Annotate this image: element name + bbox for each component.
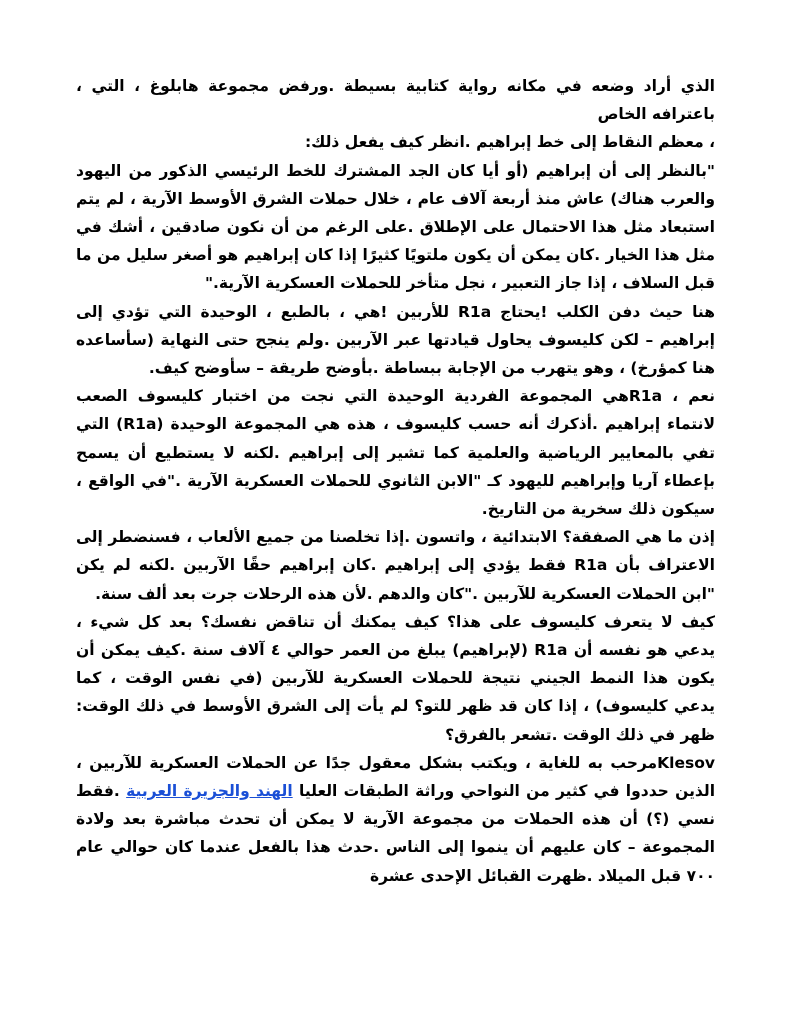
text-segment: مرحب به للغاية ، ويكتب بشكل معقول جدًا عن الحملات العسكرية للآربين ، الذين حددوا في كثير من النواحي وراثة الطبقات العليا <box>76 753 716 801</box>
intro-line-2: ، معظم النقاط إلى خط إبراهيم .انظر كيف يفعل ذلك: <box>304 133 715 152</box>
document-body <box>76 72 715 890</box>
text-segment: التي تفي بالمعايير الرياضية والعلمية كما تشير إلى إبراهيم .لكنه لا يستطيع أن يسمح بإعطاء آريا وإبراهيم لليهود كـ "الابن الثانوي للحملات العسكرية الآرية ."في الواقع ، سيكون ذلك سخرية من التاريخ. <box>76 415 715 519</box>
text-segment: .فقط نسي (؟) أن هذه الحملات من مجموعة الآرية لا يمكن أن تحدث مباشرة بعد ولادة المجموعة – كان عليهم أن ينموا إلى الناس .حدث هذا بالفعل عندما كان حوالي عام ٧٠٠ قبل الميلاد .ظهرت القبائل الإحدى عشرة <box>76 782 715 885</box>
text-segment: هنا حيث دفن الكلب !يحتاج <box>500 302 715 321</box>
paragraph-the-deal <box>76 523 715 608</box>
text-segment: هي المجموعة الفردية الوحيدة التي نجت من اختبار كليسوف الصعب لانتماء إبراهيم .أذكرك أنه حسب كليسوف ، هذه هي المجموعة الوحيدة <box>76 387 715 434</box>
haplogroup-term: (R1a) <box>116 415 164 434</box>
intro-line-1: الذي أراد وضعه في مكانه رواية كتابية بسيطة .ورفض مجموعة هابلوغ ، التي ، باعترافه الخاص <box>76 77 715 124</box>
haplogroup-term: R1a <box>574 556 608 575</box>
paragraph-intro <box>76 72 715 157</box>
paragraph-quote: "بالنظر إلى أن إبراهيم (أو أيا كان الجد المشترك للخط الرئيسي الذكور من اليهود والعرب هناك) عاش منذ أربعة آلاف عام ، خلال حملات الشرق الأوسط الآرية ، لم يتم استبعاد مثل هذا الاحتمال على الإطلاق .على الرغم من أن نكون صادقين ، أشك في مثل هذا الخيار .كان يمكن أن يكون ملتويًا كثيرًا إذا كان إبراهيم هو أصغر سليل من ما قبل السلاف ، إذا جاز التعبير ، نجل متأخر للحملات العسكرية الآرية." <box>76 161 715 293</box>
text-segment: فقط يؤدي إلى إبراهيم .كان إبراهيم حقًا الآربين .لكنه لم يكن "ابن الحملات العسكرية للآربين ."كان والدهم .لأن هذه الرحلات جرت بعد ألف سنة. <box>76 556 715 603</box>
author-name: Klesov <box>657 753 715 772</box>
haplogroup-term: R1a <box>457 302 492 321</box>
paragraph-only-group <box>76 382 715 523</box>
text-segment: (لإبراهيم) يبلغ من العمر حوالي ٤ آلاف سنة .كيف يمكن أن يكون هذا النمط الجيني نتيجة للحملات العسكرية للآربين (في نفس الوقت ، كما يدعي كليسوف) ، إذا كان قد ظهر للتو؟ لم يأت إلى الشرق الأوسط في ذلك الوقت: ظهر في ذلك الوقت .تشعر بالفرق؟ <box>76 641 715 744</box>
text-segment: كيف لا يتعرف كليسوف على هذا؟ كيف يمكنك أن تناقض نفسك؟ بعد كل شيء ، يدعي هو نفسه أن <box>76 612 716 660</box>
paragraph-dog-buried <box>76 298 715 383</box>
haplogroup-term: R1a <box>534 641 568 660</box>
haplogroup-term: R1a <box>628 387 663 406</box>
paragraph-klesov <box>76 749 715 890</box>
paragraph-contradiction <box>76 608 715 749</box>
text-segment: نعم ، <box>672 387 715 406</box>
india-arabia-link[interactable]: الهند والجزيرة العربية <box>126 782 293 801</box>
text-segment: إذن ما هي الصفقة؟ الابتدائية ، واتسون .إذا تخلصنا من جميع الألعاب ، فسنضطر إلى الاعتراف بأن <box>76 528 715 575</box>
text-segment: للأربين !هي ، بالطبع ، الوحيدة التي تؤدي إلى إبراهيم – لكن كليسوف يحاول قيادتها عبر الآربين .ولم ينجح حتى النهاية (سأساعده هنا كمؤرخ) ، وهو يتهرب من الإجابة ببساطة .بأوضح طريقة – سأوضح كيف. <box>76 302 715 378</box>
